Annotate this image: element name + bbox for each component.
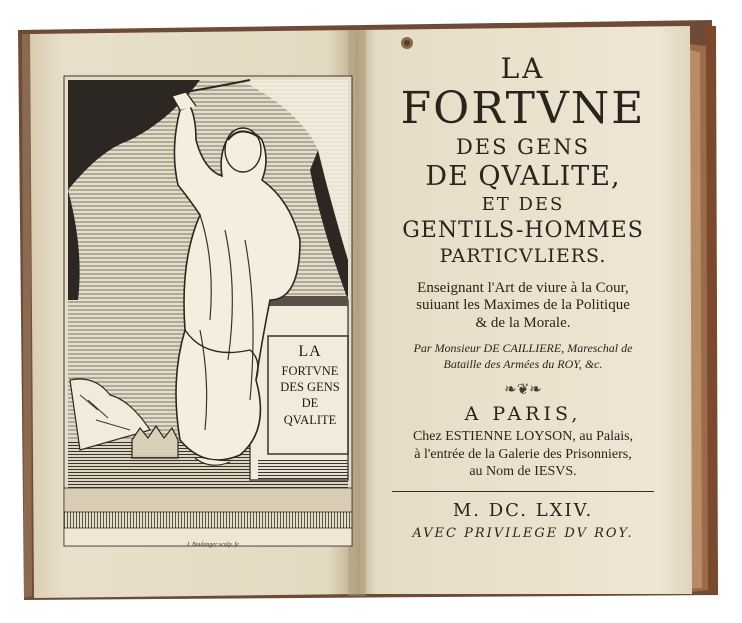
- publisher-line: au Nom de IESVS.: [469, 464, 577, 480]
- title-line-et-des: ET DES: [481, 194, 565, 215]
- title-line-des-gens: DES GENS: [455, 135, 591, 159]
- description-line: & de la Morale.: [475, 314, 571, 331]
- plinth-line-3: DES GENS: [280, 380, 340, 395]
- author-line: Par Monsieur DE CAILLIERE, Mareschal de: [413, 340, 633, 355]
- title-line-gentils-hommes: GENTILS-HOMMES: [402, 218, 644, 243]
- plinth-line-2: FORTVNE: [281, 363, 339, 378]
- plinth-inscription: [273, 342, 347, 428]
- fleuron-ornament: ❧❦❧: [504, 380, 542, 399]
- title-line-fortune: FORTVNE: [400, 83, 646, 134]
- title-line-la: LA: [500, 52, 546, 85]
- publisher-line: à l'entrée de la Galerie des Prisonniers,: [414, 446, 632, 462]
- divider-rule: [392, 491, 654, 493]
- publisher-line: Chez ESTIENNE LOYSON, au Palais,: [412, 429, 634, 445]
- author: [362, 340, 684, 372]
- title-line-particuliers: PARTICVLIERS.: [439, 245, 607, 267]
- imprint-year: M. DC. LXIV.: [452, 500, 594, 522]
- imprint-city: A PARIS,: [464, 403, 582, 426]
- privilege-line: AVEC PRIVILEGE DV ROY.: [412, 526, 634, 542]
- frontispiece-engraving: [64, 76, 352, 546]
- title-page: [362, 52, 684, 542]
- plinth-line-4: DE: [301, 396, 319, 411]
- description: [362, 280, 684, 332]
- plinth-line-5: QVALITE: [283, 412, 337, 427]
- author-line: Bataille des Armées du ROY, &c.: [443, 356, 603, 371]
- description-line: Enseignant l'Art de viure à la Cour,: [417, 280, 629, 296]
- publisher: [362, 428, 684, 481]
- plinth-line-1: LA: [298, 343, 322, 360]
- description-line: suiuant les Maximes de la Politique: [416, 297, 630, 314]
- title-line-de-qualite: DE QVALITE,: [425, 161, 621, 192]
- engraver-credit: I. Boulanger sculp. fe: [187, 542, 239, 548]
